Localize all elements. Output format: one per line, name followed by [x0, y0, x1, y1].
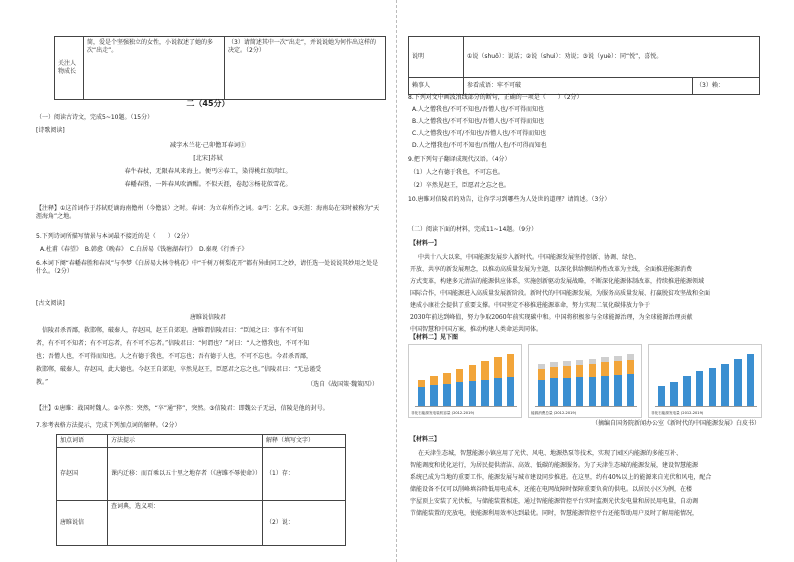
question-5-options: A.杜甫《春望》 B.韩愈《晚春》 C.白居易《钱塘湖春行》 D.秦观《行香子》 — [40, 246, 248, 253]
material-text-line: 建成小康社会提供了重要支撑。中国坚定不移推进能源革命，努力实现二氧化碳排放力争于 — [410, 302, 651, 309]
table-cell: ①说（shuō）：说话；②说（shuì）：劝说；③说（yuè）：同“悦”，喜悦。 — [464, 37, 760, 78]
chart-bar — [456, 369, 464, 383]
material-text-line: 国际合作，中国能源进入高质量发展新阶段。新时代的中国能源发展，为服务高质量发展、打赢脱贫攻坚战和全面 — [410, 290, 711, 297]
chart-bar — [563, 361, 571, 366]
chart-bar — [456, 382, 464, 406]
question-5: 5.下列诗词所描写情景与本词最不接近的是（ ）（2分） — [36, 233, 193, 240]
chart-bar — [601, 376, 609, 406]
classical-text-line: 信陵君杀晋鄙，救邯郸，破秦人，存赵国，赵王自郊迎。唐睢谓信陵君曰：“臣闻之曰：事有不可知 — [42, 327, 304, 334]
question-9: 9.把下列句子翻译成现代汉语。（4分） — [408, 156, 511, 163]
poem-line: 春牛春杖，无限春风来海上。便丐②春工，染得桃红似肉红。 — [124, 168, 292, 175]
table-cell: 简，爱是个坚强独立的女性，小说叙述了她的多次“出走”。 — [84, 37, 225, 100]
table-cell: （3）请简述其中一次“出走”，并说说她为何作出这样的决定。（2分） — [225, 37, 386, 100]
chart-bar — [538, 364, 546, 368]
material-text-line: 智能调度和优化运行，为居民提供清洁、高效、低碳的能源服务。为了天津生态城的能源发展，建设智慧能源 — [410, 462, 699, 469]
section-title: 二（45分） — [186, 99, 230, 108]
question-7: 7.参考表格方法提示，完成下列加点词的解释。（2分） — [36, 422, 181, 429]
chart-bar — [443, 384, 451, 406]
chart-bar — [507, 377, 515, 406]
material-label: 【材料三】 — [410, 436, 441, 443]
material-text-line: 在天津生态城，智慧能源小镇应用了光伏、风电、地源热泵等技术，实现了园区内能源的多能互补、 — [418, 450, 683, 457]
chart-bar — [614, 361, 622, 375]
chart-caption: 能源消费总量 (2012-2019) — [531, 411, 577, 416]
chart-caption: 非化石能源发电装机容量 (2012-2019) — [411, 411, 475, 416]
classical-reading-label: [古文阅读] — [36, 300, 65, 307]
answer-cell[interactable]: （2）说： — [263, 501, 346, 546]
classical-source: （选自《战国策·魏策四》） — [307, 381, 378, 388]
chart-bar — [430, 376, 438, 385]
chart-bar — [658, 386, 666, 406]
table-header: 加点词语 — [57, 435, 108, 448]
answer-cell[interactable]: （3）赖： — [693, 78, 760, 95]
table-cell: 课内迁移：而百乘以五十里之地存者（《唐雎不辱使命》） — [108, 448, 263, 501]
chart-bar — [614, 375, 622, 406]
top-right-table — [408, 36, 760, 95]
chart-bar — [614, 356, 622, 362]
chart-bar — [563, 366, 571, 378]
poem-note: 【注释】①这首词作于苏轼贬谪海南儋州（今儋县）之时。春词：为立春所作之词。②丐：乞求。③天涯：海南岛在宋时被称为“天涯海角”之地。 — [36, 205, 380, 221]
chart-bar — [538, 380, 546, 406]
poem-line: 春幡春胜，一阵春风吹酒醒。不似天涯，卷起③杨花似雪花。 — [124, 181, 292, 188]
option: C.人之憎我也/不可/不知也/吾憎人也/不可得而知也 — [412, 130, 547, 137]
chart-bar — [563, 378, 571, 406]
chart-bar — [721, 364, 729, 406]
chart-bar — [550, 367, 558, 379]
chart-bar — [696, 371, 704, 406]
table-label: 说明 — [409, 37, 464, 78]
table-header: 解释（填写文字） — [263, 435, 346, 448]
chart-bar — [589, 377, 597, 406]
chart-plot-area — [415, 351, 517, 407]
classical-note: 【注】①唐睢：战国时魏人。②卒然：突然，“卒”通“猝”，突然。③信陵君：即魏公子无忌，信陵是他的封号。 — [36, 405, 329, 412]
classical-text-line: 救邯郸，破秦人，存赵国，此大德也。今赵王自郊迎，卒然见赵王，臣愿君之忘之也。”信陵君曰：“无忌谨受 — [36, 366, 322, 373]
chart-3 — [648, 344, 762, 418]
table-label: 赖事人 — [409, 78, 464, 95]
chart-bar — [481, 380, 489, 406]
source-note: （摘编自国务院新闻办公室《新时代的中国能源发展》白皮书） — [591, 420, 760, 427]
part-heading: （二）阅读下面的材料，完成11~14题。（9分） — [408, 226, 538, 233]
material-text-line: 系统已成为当地的重要工作，能源发展与城市建设同步推进。在这里，约有40%以上的能源来自光伏和风电，配合 — [410, 474, 712, 481]
material-text-line: 中国智慧和中国方案，推动构建人类命运共同体。 — [410, 326, 543, 333]
method-table — [56, 434, 346, 546]
poem-author: [北宋]苏轼 — [193, 155, 223, 162]
chart-bar — [418, 380, 426, 387]
chart-bar — [538, 369, 546, 380]
chart-1 — [408, 344, 522, 418]
chart-bar — [443, 373, 451, 384]
chart-bar — [627, 360, 635, 374]
material-text-line: 宇屋顶上安装了光伏板，与储能装置相连，通过智能能源管控平台实时监测光伏发电量和居民用电量，自动调 — [410, 498, 699, 505]
chart-bar — [550, 362, 558, 366]
table-cell: 查词典，选义项： — [108, 501, 263, 546]
chart-bar — [550, 378, 558, 406]
chart-bar — [747, 354, 755, 406]
top-left-table — [54, 36, 386, 100]
material-label: 【材料一】 — [410, 240, 441, 247]
table-cell: 唐睢说信 — [57, 501, 108, 546]
question-8: 8.下列对文中画波浪线部分的断句，正确的一项是（ ）（2分） — [408, 94, 583, 101]
answer-cell[interactable]: （1）存： — [263, 448, 346, 501]
material-text-line: 储能设备不仅可以削峰填谷降低用电成本，还能在电网故障时保障重要负荷的供电。以居民小区为例，在楼 — [410, 486, 693, 493]
chart-bar — [627, 354, 635, 360]
chart-bar — [418, 387, 426, 406]
chart-bar — [576, 377, 584, 406]
chart-2 — [528, 344, 642, 418]
chart-bar — [576, 365, 584, 378]
chart-bar — [589, 359, 597, 365]
chart-bar — [494, 378, 502, 406]
option: A.人之憎我也/不可不知也/吾憎人也/不可得而知也 — [412, 106, 544, 113]
option: B.人之憎我也/不可不知也/吾憎人也/不可得而知也 — [412, 118, 545, 125]
part-heading: （一）阅读古诗文，完成5~10题。（15分） — [36, 114, 154, 121]
table-label: 关注人物成长 — [55, 37, 84, 100]
material-label: 【材料二】见下图 — [410, 334, 459, 341]
chart-bar — [481, 361, 489, 380]
chart-bar — [683, 376, 691, 406]
table-header: 方法提示 — [108, 435, 263, 448]
table-cell: 参看成语：牢不可破 — [464, 78, 693, 95]
classical-text-line: 者，有不可不知者；有不可忘者，有不可不忘者。”信陵君曰：“何谓也？”对曰：“人之憎我也，不可不知 — [36, 340, 310, 347]
question-9-item: （1）人之有德于我也，不可忘也。 — [410, 169, 504, 176]
chart-bar — [627, 374, 635, 406]
material-text-line: 节储能装置的充放电，使能源利用效率达到最优。同时，智慧能源管控平台还能帮助用户及时了解用能情况， — [410, 510, 699, 517]
chart-bar — [709, 368, 717, 406]
table-row — [57, 448, 346, 501]
material-text-line: 开放、共享的新发展理念，以推动高质量发展为主题，以深化供给侧结构性改革为主线，全面推进能源消费 — [410, 266, 693, 273]
table-row — [57, 501, 346, 546]
chart-bar — [601, 357, 609, 363]
page-divider — [396, 0, 397, 562]
classical-text-line: 教。” — [36, 379, 49, 386]
chart-bar — [469, 381, 477, 406]
question-9-item: （2）卒然见赵王，臣愿君之忘之也。 — [410, 182, 510, 189]
chart-bar — [430, 385, 438, 406]
question-6: 6.本词下阕“春幡春胜和春风”与李梦《白居易大林寺桃花》中“千树万树梨花开”都有异曲同工之妙，请任选一处说说其妙用之处是什么。（2分） — [36, 260, 379, 276]
material-text-line: 方式变革，构建多元清洁的能源供应体系，实施创新驱动发展战略，不断深化能源体制改革，持续推进能源领域 — [410, 278, 705, 285]
chart-caption: 非化石能源发电量 (2012-2019) — [651, 411, 704, 416]
chart-plot-area — [655, 351, 757, 407]
poem-reading-label: [诗歌阅读] — [36, 127, 65, 134]
chart-bar — [507, 354, 515, 377]
chart-bar — [734, 359, 742, 406]
chart-bar — [576, 360, 584, 365]
chart-bar — [469, 365, 477, 381]
classical-text-line: 也；吾憎人也，不可得而知也。人之有德于我也，不可忘也；吾有德于人也，不可不忘也。今君杀晋鄙， — [36, 353, 313, 360]
table-cell: 存赵国 — [57, 448, 108, 501]
poem-title: 减字木兰花·己卯儋耳春词① — [169, 142, 247, 149]
chart-bar — [494, 357, 502, 378]
classical-title: 唐睢说信陵君 — [189, 314, 226, 321]
option: D.人之憎我也/不可不知也/吾憎/人也/不可得而知也 — [412, 142, 547, 149]
chart-bar — [589, 364, 597, 377]
chart-bar — [670, 382, 678, 406]
chart-bar — [601, 362, 609, 375]
material-text-line: 2030年前达到峰值，努力争取2060年前实现碳中和。中国将积极参与全球能源治理，为全球能源治理贡献 — [410, 314, 693, 321]
material-text-line: 中共十八大以来，中国能源发展步入新时代。中国能源发展坚持创新、协调、绿色、 — [418, 254, 641, 261]
chart-plot-area — [535, 351, 637, 407]
question-10: 10.唐睢对信陵君的劝告，让你学习到哪些为人处世的道理？请简述。（3分） — [408, 196, 611, 203]
